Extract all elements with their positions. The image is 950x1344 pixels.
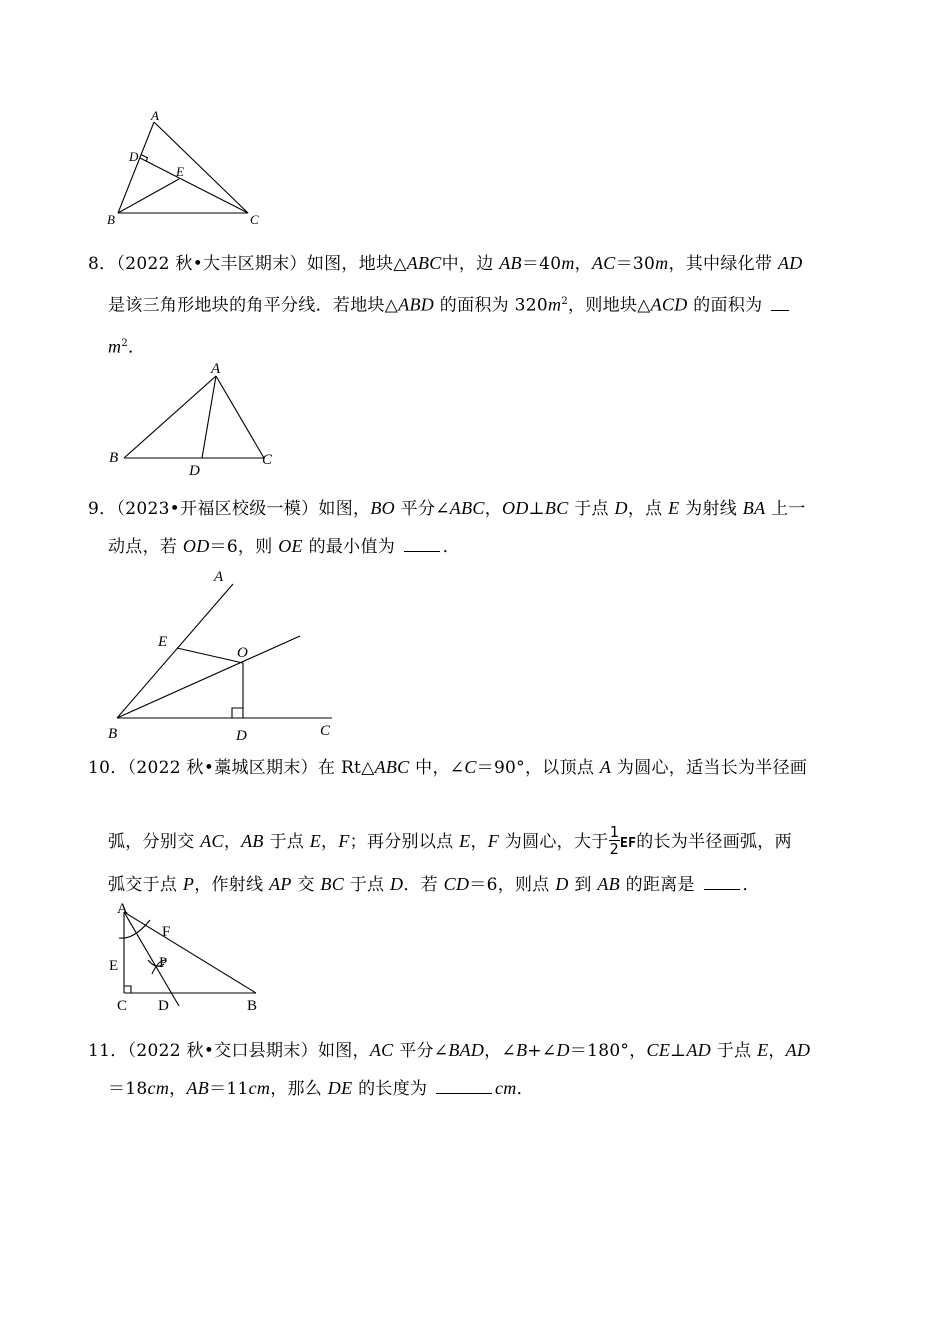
label-F: F [162, 924, 171, 940]
label-A: A [211, 361, 221, 377]
label-C: C [250, 212, 259, 227]
label-O: O [237, 645, 248, 661]
figure-q10-right-triangle [104, 898, 274, 1016]
question-9: 9．（2023•开福区校级一模）如图，BO 平分∠ABC，OD⊥BC 于点 D，点 E 为射线 BA 上一 动点，若 OD＝6，则 OE 的最小值为 ． [88, 498, 806, 557]
label-A: A [151, 108, 159, 123]
label-E: E [158, 634, 168, 650]
label-D: D [189, 463, 200, 479]
question-number: 8． [88, 254, 117, 274]
label-B: B [108, 726, 118, 742]
label-P: P [159, 955, 168, 971]
answer-blank [704, 869, 740, 890]
label-A: A [214, 569, 224, 585]
question-number: 9． [88, 499, 117, 519]
label-C: C [262, 452, 273, 468]
figure-q7-triangle [100, 108, 270, 230]
label-B: B [107, 212, 115, 227]
label-C: C [117, 998, 128, 1014]
figure-q9-angle-bisector [100, 566, 350, 744]
label-A: A [117, 901, 128, 917]
label-B: B [247, 998, 258, 1014]
label-B: B [109, 450, 119, 466]
question-10: 10．（2022 秋•藁城区期末）在 Rt△ABC 中，∠C＝90°，以顶点 A 为圆心，适当长为半径画 弧，分别交 AC，AB 于点 E，F；再分别以点 E，F 为圆心，大于 $\frac{1}{2}$ EF 的长为半径画弧，两 弧交于点 P，作射线 AP 交 BC 于点 D．若 CD＝6，则点 D 到 AB 的距离是 ． [88, 757, 808, 895]
label-E: E [109, 958, 119, 974]
fraction-half-ef: $\frac{1}{2}$ EF [609, 823, 637, 858]
figure-q8-triangle [104, 358, 284, 480]
answer-blank [436, 1073, 492, 1094]
label-D: D [129, 149, 139, 164]
answer-blank [404, 531, 440, 552]
label-D: D [158, 998, 169, 1014]
question-number: 11． [88, 1041, 128, 1061]
question-number: 10． [88, 758, 128, 778]
label-D: D [236, 728, 247, 744]
question-8: 8．（2022 秋•大丰区期末）如图，地块△ABC中，边 AB＝40m，AC＝30m，其中绿化带 AD 是该三角形地块的角平分线．若地块△ABD 的面积为 $320m^2$，则地块△ACD 的面积为 $m^2$． [88, 253, 803, 358]
question-11: 11．（2022 秋•交口县期末）如图，AC 平分∠BAD，∠B+∠D＝180°，CE⊥AD 于点 E，AD ＝18cm，AB＝11cm，那么 DE 的长度为 cm． [88, 1040, 811, 1099]
answer-blank [771, 290, 789, 311]
label-E: E [176, 164, 184, 179]
label-C: C [320, 723, 331, 739]
